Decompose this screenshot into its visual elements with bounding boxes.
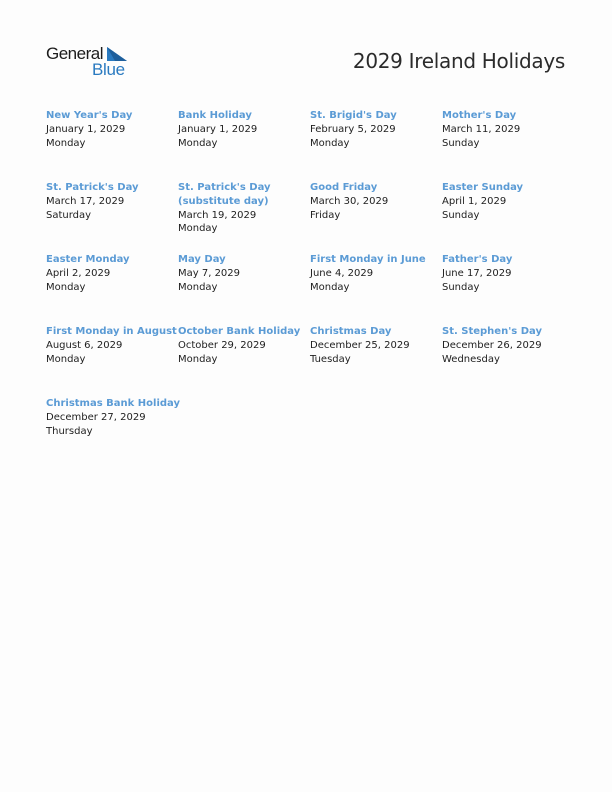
holiday-date: March 30, 2029 — [310, 195, 389, 207]
holiday-weekday: Thursday — [46, 425, 93, 437]
holiday-name: First Monday in August — [46, 326, 177, 337]
holiday-weekday: Saturday — [46, 209, 92, 221]
holiday-entry — [442, 253, 574, 325]
brand-logo — [46, 44, 136, 80]
holiday-date: October 29, 2029 — [178, 339, 266, 351]
holiday-date: February 5, 2029 — [310, 123, 396, 135]
holiday-entry — [442, 325, 574, 397]
holiday-entry — [442, 109, 574, 181]
holiday-weekday: Monday — [178, 353, 218, 365]
holiday-weekday: Monday — [46, 353, 86, 365]
holiday-weekday: Monday — [178, 281, 218, 293]
holiday-date: December 26, 2029 — [442, 339, 542, 351]
holiday-entry — [310, 181, 442, 253]
holiday-entry — [442, 181, 574, 253]
holiday-weekday: Sunday — [442, 209, 480, 221]
holiday-weekday: Sunday — [442, 281, 480, 293]
logo-word-blue: Blue — [92, 60, 125, 79]
holiday-entry — [46, 181, 178, 253]
holiday-date: March 19, 2029 — [178, 209, 257, 221]
holiday-name: St. Patrick's Day (substitute day) — [178, 182, 271, 207]
holiday-name: Bank Holiday — [178, 110, 252, 121]
holiday-date: June 4, 2029 — [310, 267, 374, 279]
holiday-name: October Bank Holiday — [178, 326, 301, 337]
holiday-name: St. Stephen's Day — [442, 326, 542, 337]
holiday-name: May Day — [178, 254, 226, 265]
holiday-entry — [310, 109, 442, 181]
holiday-name: First Monday in June — [310, 254, 426, 265]
holiday-date: March 11, 2029 — [442, 123, 521, 135]
holiday-weekday: Friday — [310, 209, 341, 221]
holiday-weekday: Wednesday — [442, 353, 500, 365]
holiday-weekday: Monday — [178, 137, 218, 149]
holiday-name: Christmas Bank Holiday — [46, 398, 180, 409]
holiday-name: Good Friday — [310, 182, 378, 193]
holiday-weekday: Sunday — [442, 137, 480, 149]
holiday-name: Father's Day — [442, 254, 513, 265]
holiday-date: January 1, 2029 — [46, 123, 126, 135]
holiday-date: March 17, 2029 — [46, 195, 125, 207]
holiday-date: April 2, 2029 — [46, 267, 111, 279]
holiday-name: New Year's Day — [46, 110, 133, 121]
holiday-entry — [46, 325, 178, 397]
holiday-entry — [46, 109, 178, 181]
holiday-name: Mother's Day — [442, 110, 517, 121]
holiday-date: August 6, 2029 — [46, 339, 123, 351]
holiday-entry — [310, 253, 442, 325]
holiday-date: April 1, 2029 — [442, 195, 507, 207]
holiday-weekday: Monday — [310, 137, 350, 149]
logo-flag-icon — [107, 47, 127, 61]
holiday-date: December 27, 2029 — [46, 411, 146, 423]
holiday-weekday: Monday — [310, 281, 350, 293]
holiday-weekday: Tuesday — [310, 353, 351, 365]
holiday-name: Easter Sunday — [442, 182, 524, 193]
holiday-name: Christmas Day — [310, 326, 392, 337]
holiday-name: St. Patrick's Day — [46, 182, 139, 193]
holiday-weekday: Monday — [46, 281, 86, 293]
holiday-name: St. Brigid's Day — [310, 110, 397, 121]
holiday-date: June 17, 2029 — [442, 267, 512, 279]
holiday-grid — [46, 109, 586, 469]
holiday-entry — [178, 325, 310, 397]
logo-word-general: General — [46, 44, 103, 63]
holiday-entry — [178, 109, 310, 181]
holiday-date: December 25, 2029 — [310, 339, 410, 351]
holiday-weekday: Monday — [46, 137, 86, 149]
holiday-date: May 7, 2029 — [178, 267, 241, 279]
holiday-entry — [46, 397, 178, 469]
page-title: 2029 Ireland Holidays — [352, 49, 565, 73]
holiday-name: Easter Monday — [46, 254, 130, 265]
holiday-entry — [46, 253, 178, 325]
holiday-date: January 1, 2029 — [178, 123, 258, 135]
holiday-entry — [178, 181, 310, 253]
holiday-entry — [178, 253, 310, 325]
holiday-entry — [310, 325, 442, 397]
holiday-weekday: Monday — [178, 223, 218, 235]
